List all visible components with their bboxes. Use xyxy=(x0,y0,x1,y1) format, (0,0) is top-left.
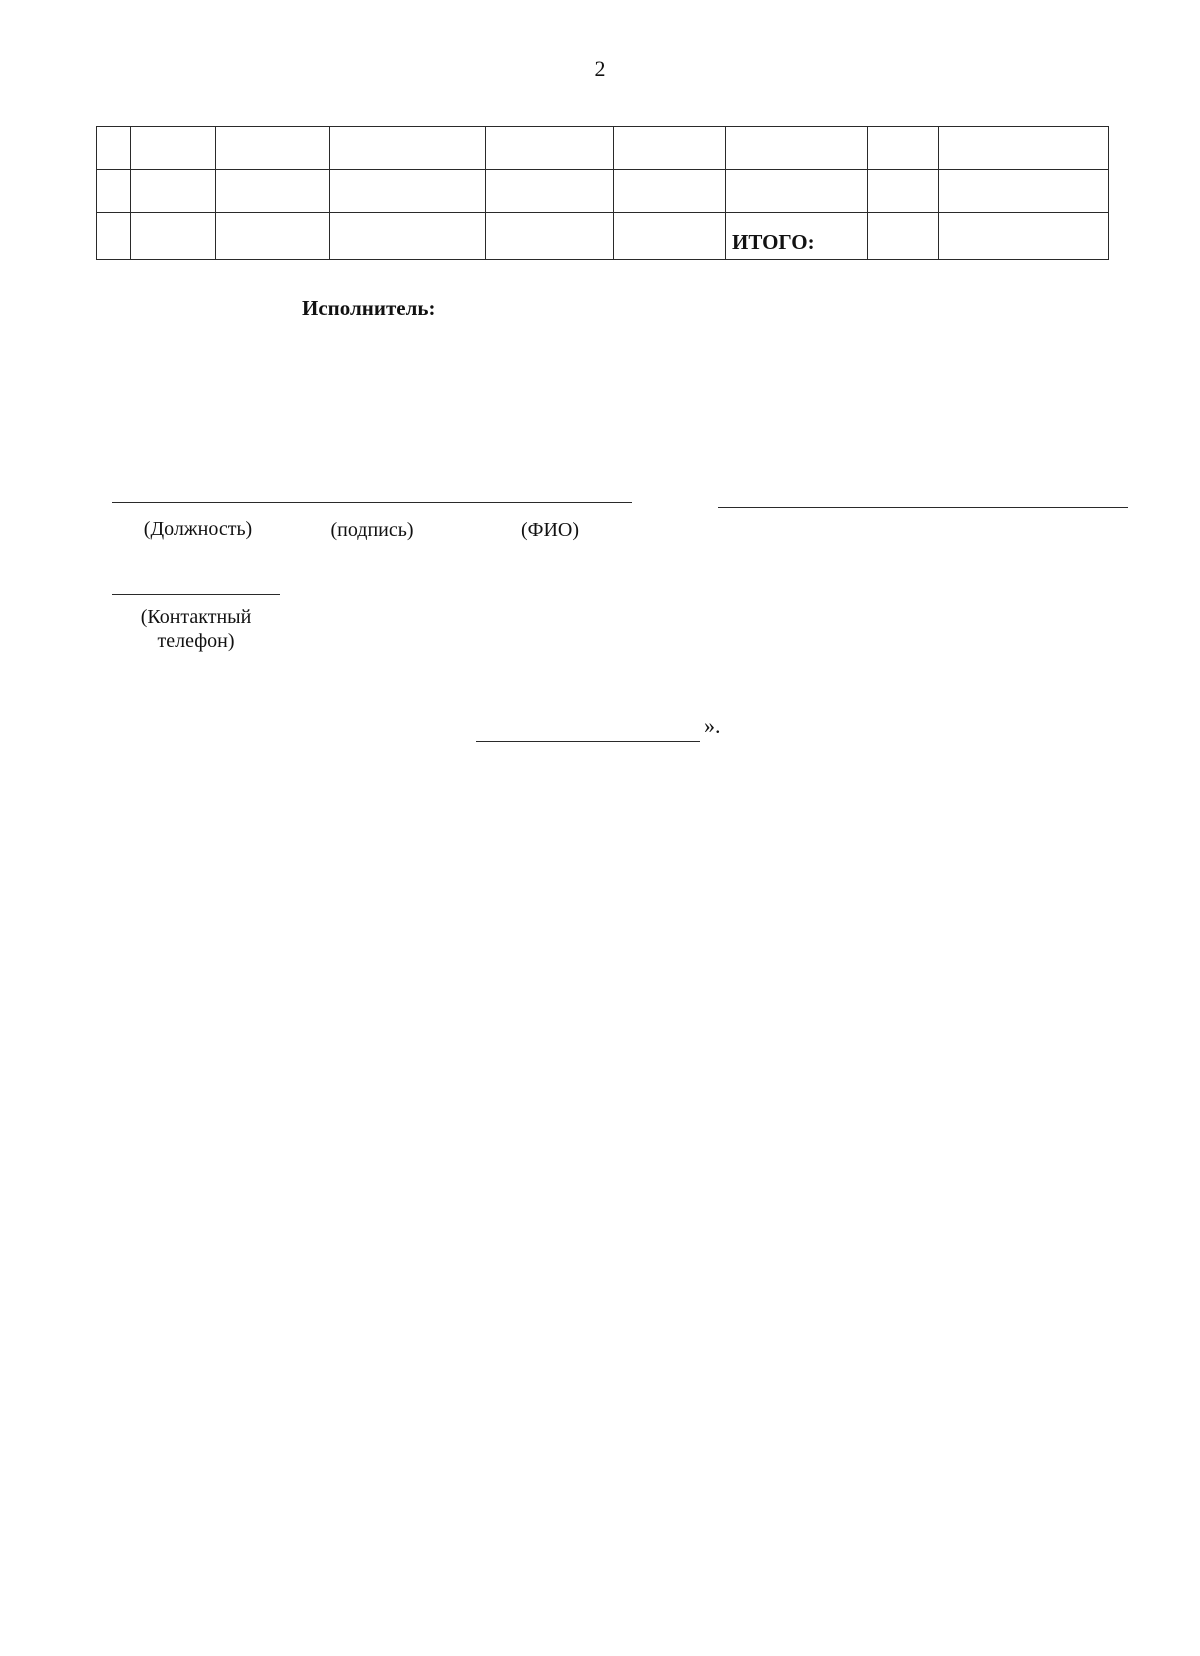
table-cell xyxy=(131,213,216,260)
total-label: ИТОГО: xyxy=(726,213,868,260)
position-caption: (Должность) xyxy=(143,518,253,540)
table-cell xyxy=(216,170,330,213)
signature-line xyxy=(112,502,632,503)
table-cell xyxy=(939,170,1109,213)
table-cell xyxy=(939,127,1109,170)
table-cell xyxy=(868,170,939,213)
table-cell xyxy=(330,127,486,170)
table-cell xyxy=(131,127,216,170)
table-row xyxy=(97,170,1109,213)
phone-caption-line-2: телефон) xyxy=(157,630,235,652)
table-cell xyxy=(216,127,330,170)
table-cell xyxy=(726,170,868,213)
table-cell xyxy=(868,127,939,170)
table-total-row xyxy=(97,213,1109,260)
table-cell xyxy=(216,213,330,260)
signature-line-right xyxy=(718,507,1128,508)
phone-caption xyxy=(112,605,280,653)
table-cell xyxy=(330,170,486,213)
table-cell xyxy=(939,213,1109,260)
table-cell xyxy=(614,213,726,260)
name-caption: (ФИО) xyxy=(520,519,579,541)
phone-line xyxy=(112,594,280,595)
table-row xyxy=(97,127,1109,170)
closing-quote: ». xyxy=(704,713,721,738)
table-cell xyxy=(726,127,868,170)
table-cell xyxy=(486,170,614,213)
table-cell xyxy=(330,213,486,260)
table-cell xyxy=(614,170,726,213)
cost-table xyxy=(96,126,1109,260)
table-cell xyxy=(868,213,939,260)
phone-caption-line-1: (Контактный xyxy=(140,606,252,628)
signature-caption: (подпись) xyxy=(330,519,414,541)
table-cell xyxy=(97,213,131,260)
page-number: 2 xyxy=(594,56,606,81)
table-cell xyxy=(486,213,614,260)
executor-label: Исполнитель: xyxy=(302,296,436,320)
closing-line xyxy=(476,741,700,742)
table-cell xyxy=(614,127,726,170)
table-cell xyxy=(486,127,614,170)
table-cell xyxy=(131,170,216,213)
table-cell xyxy=(97,170,131,213)
table-cell xyxy=(97,127,131,170)
